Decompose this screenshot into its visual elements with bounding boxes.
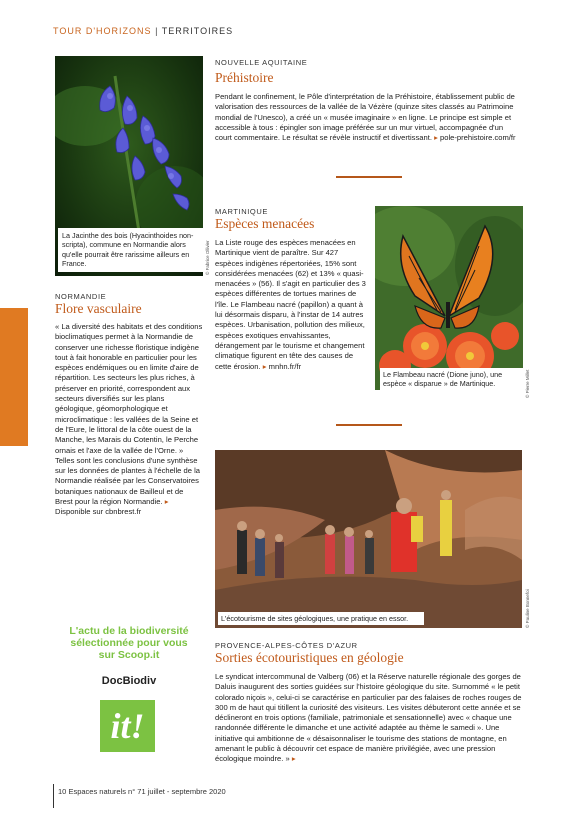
sorties-body [215, 672, 523, 765]
sorties-title: Sorties écotouristiques en géologie [215, 650, 404, 665]
divider [336, 176, 402, 178]
page-header [53, 26, 233, 36]
scoop-name[interactable]: DocBiodiv [101, 675, 157, 687]
scoop-title-line1: L'actu de la biodiversité [69, 625, 189, 637]
jacinthe-credit: © Fabrice Ollivier [205, 240, 210, 275]
flore-link[interactable]: cbnbrest.fr [105, 507, 142, 517]
link-arrow-icon: ▸ [434, 133, 438, 143]
butterfly-image [375, 206, 523, 390]
link-arrow-icon: ▸ [164, 497, 169, 507]
geologie-photo [215, 450, 522, 628]
flore-body [55, 322, 203, 518]
link-arrow-icon: ▸ [262, 361, 267, 371]
flore-text: « La diversité des habitats et des conditions bioclimatiques permet à la Normandie de conserver une richesse floristique indigène tout à fait honorable en particulier pour les espèces endémiques ou en limite d'aire de répartition. Les secteurs les plus riches, à préserver en priorité, correspondent aux secteurs diversifiés sur les plans géologique, géomorphologique et microclimatique : les vallées de la Seine et de l'Eure, le littoral de la côte ouest de la Manche, les Marais du Cotentin, le Perche ornais et l'axe de la vallée de l'Orne. » Telles sont les conclusions d'une synthèse sur les données de plantes à l'échelle de la Normandie réalisée par les Conservatoires botaniques nationaux de Bailleul et de Brest pour la région Normandie. [55, 322, 203, 507]
prehistoire-body [215, 92, 521, 143]
footer [58, 787, 226, 796]
flambeau-caption: Le Flambeau nacré (Dione juno), une espèce « disparue » de Martinique. [380, 368, 526, 391]
sorties-region: PROVENCE-ALPES-CÔTES D'AZUR [215, 641, 358, 650]
especes-text: La Liste rouge des espèces menacées en Martinique vient de paraître. Sur 427 espèces indigènes répertoriées, 15% sont considérées menacées (62) et 13% « quasi-menacées » (56). Il s'agit en particulier des 3 espèces différentes de tortues marines de l'île. Le Flambeau nacré (papillon) a quant à lui désormais disparu, à l'instar de 14 autres espèces. Urbanisation, pollution des milieux, espèces exotiques envahissantes, dérangement par le tourisme et changement climatique figurent en tête des causes de cette érosion. [215, 238, 366, 371]
jacinthe-caption: La Jacinthe des bois (Hyacinthoides non-scripta), commune en Normandie alors qu'elle pourrait être rarissime ailleurs en France. [58, 228, 208, 272]
publication-info: Espaces naturels n° 71 juillet - septembre 2020 [68, 787, 226, 796]
scoop-title-line2: sélectionnée pour vous [70, 637, 188, 649]
geology-tour-image [215, 450, 522, 628]
divider [336, 424, 402, 426]
sorties-text: Le syndicat intercommunal de Valberg (06) et la Réserve naturelle régionale des gorges de Daluis inaugurent des sorties guidées sur l'histoire géologique du site. Surnommé « le petit colorado niçois », celui-ci se caractérise en particulier par des falaises de roches rouges de 300 m de haut qui titillent la curiosité des visiteurs. Les visites débuteront cette année et se déclineront en trois options (familiale, patrimoniale et sensationnelle) avec « chaque une randonnée différente le dimanche et une activité adaptée au thème le samedi ». Une initiative qui ambitionne de « désaisonnaliser le tourisme des stations de montagne, en amenant le public à découvrir cet espace de manière privilégiée, avec une pression écologique moindre. » [215, 672, 522, 764]
footer-bar [53, 784, 54, 808]
especes-link[interactable]: mnhn.fr/fr [268, 361, 302, 371]
scoop-title [55, 625, 203, 661]
scoopit-logo[interactable]: it! [100, 700, 155, 752]
geologie-caption: L'écotourisme de sites géologiques, une pratique en essor. [218, 612, 424, 625]
especes-title: Espèces menacées [215, 216, 315, 231]
prehistoire-link[interactable]: pole-prehistoire.com/fr [440, 133, 516, 143]
scoop-title-line3[interactable]: sur Scoop.it [98, 649, 160, 661]
prehistoire-region: NOUVELLE AQUITAINE [215, 58, 308, 67]
prehistoire-title: Préhistoire [215, 70, 274, 85]
flambeau-photo [375, 206, 523, 390]
page-number: 10 [58, 787, 67, 796]
flore-region: NORMANDIE [55, 292, 107, 301]
header-separator: | [155, 26, 159, 36]
especes-region: MARTINIQUE [215, 207, 268, 216]
flore-title: Flore vasculaire [55, 301, 142, 316]
rubric-title: TOUR D'HORIZONS [53, 26, 152, 36]
edge-tab [0, 308, 28, 446]
flambeau-credit: © Pierre Millet [525, 369, 530, 398]
geologie-credit: © Pauline Bonnefoi [525, 589, 530, 628]
section-name: TERRITOIRES [161, 26, 234, 36]
especes-body [215, 238, 367, 372]
prehistoire-text: Pendant le confinement, le Pôle d'interprétation de la Préhistoire, établissement public de valorisation des ressources de la vallée de la Vézère (quinze sites classés au Patrimoine mondial de l'Unesco), a créé un « musée imaginaire » en ligne. Le principe est simple et accessible à tous : épingler son image préférée sur un mur virtuel, accompagnée d'un court commentaire. Le résultat se révèle instructif et divertissant. [215, 92, 515, 143]
flore-link-label: Disponible sur [55, 507, 104, 517]
link-arrow-icon: ▸ [291, 754, 296, 764]
